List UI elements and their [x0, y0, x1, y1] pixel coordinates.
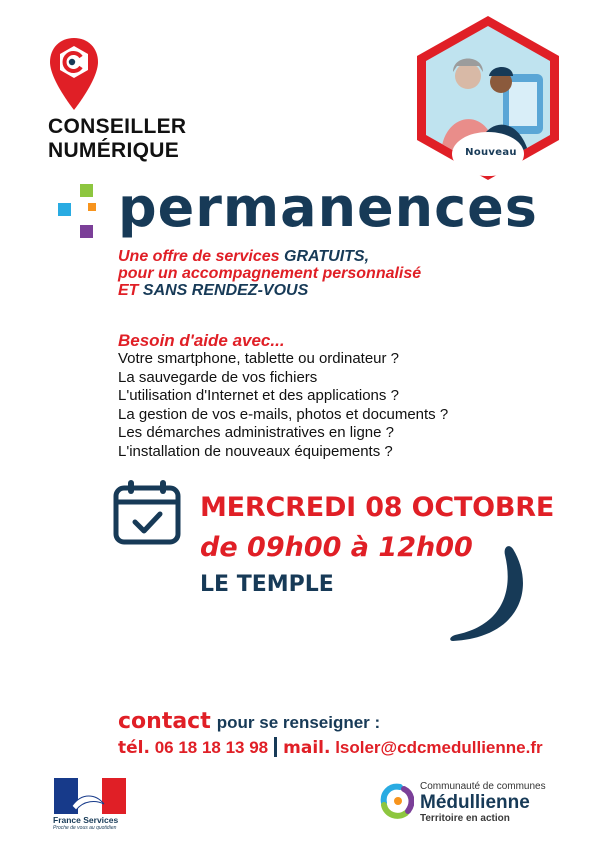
help-list	[118, 350, 448, 462]
event-time: de 09h00 à 12h00	[200, 532, 473, 563]
contact-word: contact	[118, 709, 211, 734]
page-title: permanences	[118, 176, 538, 239]
swoosh-decoration	[445, 545, 530, 645]
help-item: Votre smartphone, tablette ou ordinateur ?	[118, 350, 400, 367]
contact-details	[118, 737, 543, 758]
help-item: La gestion de vos e-mails, photos et documents ?	[118, 405, 449, 423]
separator-bar	[274, 737, 277, 757]
mail-label: mail.	[283, 738, 331, 758]
tel-label: tél.	[118, 738, 150, 758]
cdc-top-line: Communauté de communes	[420, 781, 546, 792]
help-item: L'installation de nouveaux équipements ?	[118, 442, 393, 460]
france-services-tagline: Proche de vous au quotidien	[53, 825, 117, 831]
help-item: Les démarches administratives en ligne ?	[118, 424, 394, 442]
offer-line2: pour un accompagnement personnalisé	[118, 265, 422, 282]
event-place: LE TEMPLE	[200, 572, 334, 597]
offer-line1-b: GRATUITS,	[284, 248, 370, 265]
logo-line-2: NUMÉRIQUE	[48, 139, 180, 162]
medullienne-logo-icon	[380, 783, 414, 819]
event-date: MERCREDI 08 OCTOBRE	[200, 492, 555, 523]
nouveau-badge-label: Nouveau	[465, 147, 517, 158]
offer-line1-a: Une offre de services	[118, 248, 285, 265]
cdc-tagline: Territoire en action	[420, 813, 510, 824]
help-title: Besoin d'aide avec...	[118, 331, 285, 350]
logo-line-1: CONSEILLER	[48, 115, 187, 138]
purple-square-decoration	[80, 225, 93, 238]
green-square-decoration	[80, 184, 93, 197]
conseiller-numerique-pin-icon	[48, 36, 100, 112]
nouveau-hexagon-badge	[413, 14, 563, 184]
contact-line	[118, 709, 380, 734]
orange-square-decoration	[88, 203, 96, 211]
cdc-name: Médullienne	[420, 792, 530, 813]
calendar-check-icon	[112, 478, 182, 546]
france-services-logo-icon	[52, 776, 132, 816]
offer-text	[118, 248, 558, 299]
phone-number[interactable]: 06 18 18 13 98	[154, 738, 269, 757]
contact-subtitle: pour se renseigner :	[216, 713, 381, 732]
cyan-square-decoration	[58, 203, 71, 216]
offer-line3-b: SANS RENDEZ-VOUS	[142, 282, 309, 299]
email-address[interactable]: lsoler@cdcmedullienne.fr	[335, 738, 543, 757]
help-item: L'utilisation d'Internet et des applications ?	[118, 387, 399, 405]
help-item: La sauvegarde de vos fichiers	[118, 368, 318, 386]
france-services-name: France Services	[53, 815, 119, 825]
offer-line3-a: ET	[118, 282, 143, 299]
